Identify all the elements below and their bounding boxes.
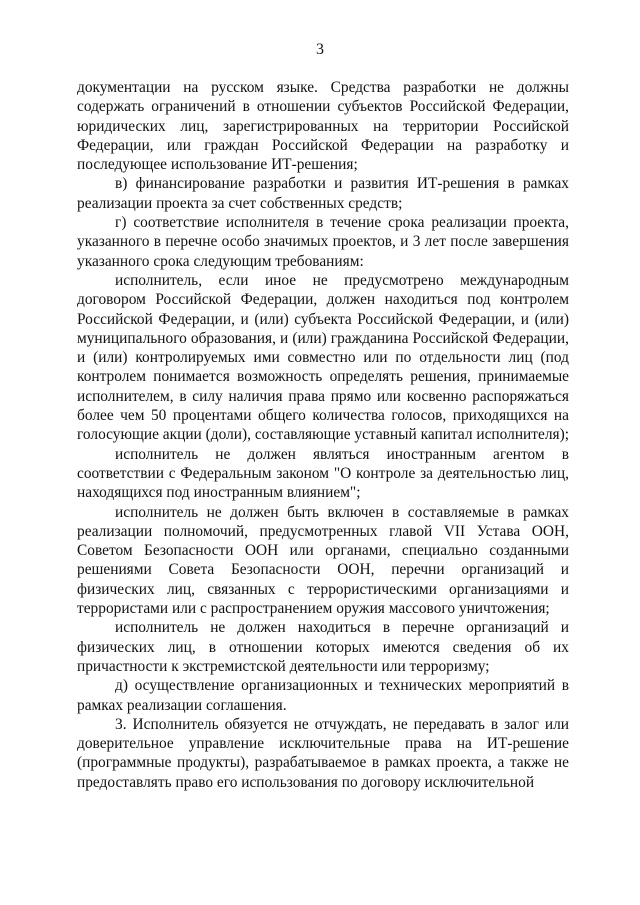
paragraph-control-requirement: исполнитель, если иное не предусмотрено международным договором Российской Федерации, должен находиться под контролем Российской Федерации, и (или) субъекта Российской Федерации, и (или) муниципального образования, и (или) гражданина Российской Федерации, и (или) контролируемых ими совместно или по отдельности лиц (под контролем понимается возможность определять решения, принимаемые исполнителем, в силу наличия права прямо или косвенно распоряжаться более чем 50 процентами общего количества голосов, приходящихся на голосующие акции (доли), составляющие уставный капитал исполнителя); — [77, 271, 570, 444]
page-number: 3 — [316, 41, 324, 58]
document-body — [77, 78, 569, 792]
paragraph-item-g: г) соответствие исполнителя в течение срока реализации проекта, указанного в перечне особо значимых проектов, и 3 лет после завершения указанного срока следующим требованиям: — [77, 214, 569, 270]
paragraph-section-3: 3. Исполнитель обязуется не отчуждать, не передавать в залог или доверительное управление исключительные права на ИТ-решение (программные продукты), разрабатываемое в рамках проекта, а также не предоставлять право его использования по договору исключительной — [77, 715, 569, 791]
paragraph-item-v: в) финансирование разработки и развития ИТ-решения в рамках реализации проекта за счет собственных средств; — [77, 175, 569, 212]
paragraph-extremism-list: исполнитель не должен находиться в перечне организаций и физических лиц, в отношении которых имеются сведения об их причастности к экстремистской деятельности или терроризму; — [77, 619, 569, 675]
paragraph-continuation: документации на русском языке. Средства разработки не должны содержать ограничений в отношении субъектов Российской Федерации, юридических лиц, зарегистрированных на территории Российской Федерации, или граждан Российской Федерации на разработку и последующее использование ИТ-решения; — [77, 79, 569, 174]
paragraph-item-d: д) осуществление организационных и технических мероприятий в рамках реализации соглашения. — [77, 677, 569, 714]
paragraph-un-sanctions: исполнитель не должен быть включен в составляемые в рамках реализации полномочий, предусмотренных главой VII Устава ООН, Советом Безопасности ООН или органами, специально созданными решениями Совета Безопасности ООН, перечни организаций и физических лиц, связанных с террористическими организациями и террористами или с распространением оружия массового уничтожения; — [77, 503, 569, 618]
paragraph-foreign-agent: исполнитель не должен являться иностранным агентом в соответствии с Федеральным законом "О контроле за деятельностью лиц, находящихся под иностранным влиянием"; — [77, 445, 569, 502]
